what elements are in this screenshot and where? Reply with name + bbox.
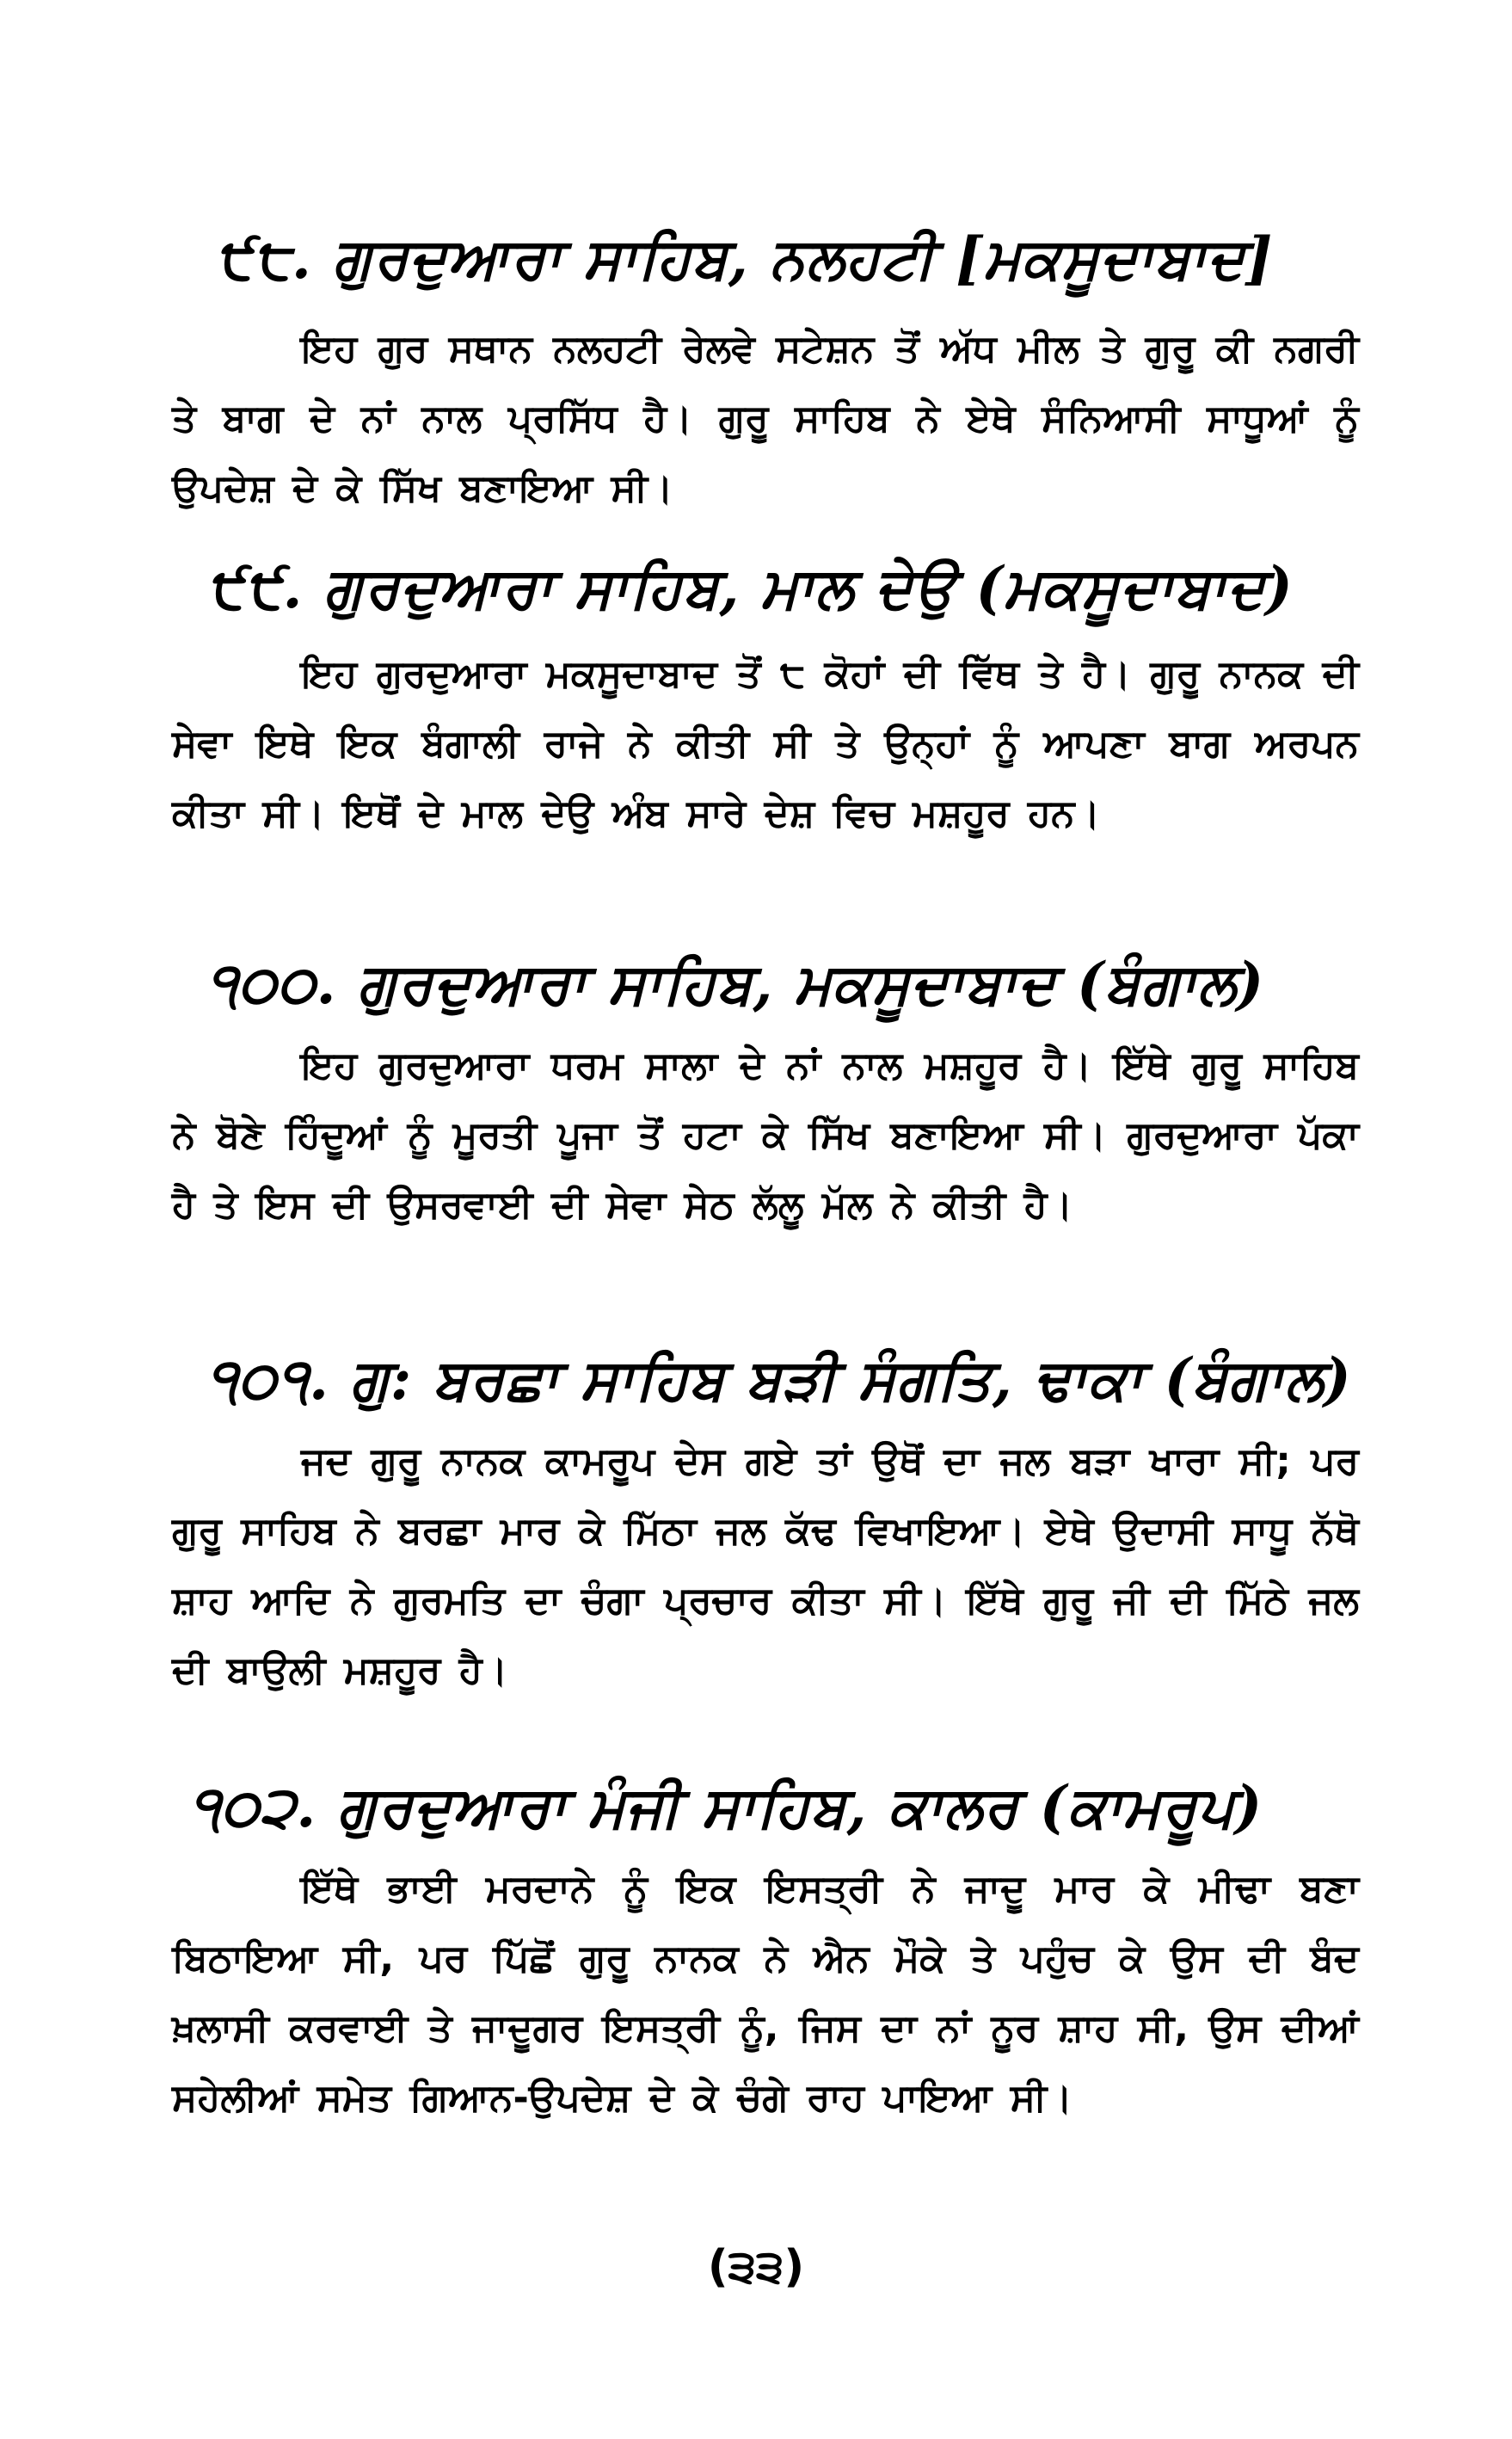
section-heading: ੯੯. ਗੁਰਦੁਆਰਾ ਸਾਹਿਬ, ਮਾਲ ਦੇਉ (ਮਕਸੂਦਾਬਾਦ) (206, 554, 1294, 621)
section-heading: ੧੦੧. ਗੁ: ਬਰਛਾ ਸਾਹਿਬ ਬੜੀ ਸੰਗਤਿ, ਢਾਕਾ (ਬੰਗਾਲ) (206, 1346, 1352, 1413)
section-body: ਜਦ ਗੁਰੂ ਨਾਨਕ ਕਾਮਰੂਪ ਦੇਸ ਗਏ ਤਾਂ ਉਥੋਂ ਦਾ ਜਲ ਬੜਾ ਖਾਰਾ ਸੀ; ਪਰ ਗੁਰੂ ਸਾਹਿਬ ਨੇ ਬਰਛਾ ਮਾਰ ਕੇ ਮਿੱਠਾ ਜਲ ਕੱਢ ਵਿਖਾਇਆ। ਏਥੇ ਉਦਾਸੀ ਸਾਧੂ ਨੱਥੋ ਸ਼ਾਹ ਆਦਿ ਨੇ ਗੁਰਮਤਿ ਦਾ ਚੰਗਾ ਪ੍ਰਚਾਰ ਕੀਤਾ ਸੀ। ਇੱਥੇ ਗੁਰੂ ਜੀ ਦੀ ਮਿੱਠੇ ਜਲ ਦੀ ਬਾਉਲੀ ਮਸ਼ਹੂਰ ਹੈ। (172, 1439, 1359, 1692)
section-102 (172, 1768, 1359, 2133)
page-number: (੩੩) (707, 2241, 805, 2293)
section-body: ਇਹ ਗੁਰਦੁਆਰਾ ਮਕਸੂਦਾਬਾਦ ਤੋਂ ੮ ਕੋਹਾਂ ਦੀ ਵਿੱਥ ਤੇ ਹੈ। ਗੁਰੂ ਨਾਨਕ ਦੀ ਸੇਵਾ ਇਥੇ ਇਕ ਬੰਗਾਲੀ ਰਾਜੇ ਨੇ ਕੀਤੀ ਸੀ ਤੇ ਉਨ੍ਹਾਂ ਨੂੰ ਆਪਣਾ ਬਾਗ ਅਰਪਨ ਕੀਤਾ ਸੀ। ਇਥੋਂ ਦੇ ਮਾਲ ਦੇਉ ਅੰਬ ਸਾਰੇ ਦੇਸ਼ ਵਿਚ ਮਸ਼ਹੂਰ ਹਨ। (172, 652, 1359, 835)
section-98 (172, 219, 1359, 523)
section-heading: ੯੮. ਗੁਰਦੁਆਰਾ ਸਾਹਿਬ, ਨਲਹਟੀ [ਮਕਸੂਦਾਬਾਦ] (215, 225, 1274, 292)
section-100 (172, 945, 1359, 1240)
section-heading: ੧੦੨. ਗੁਰਦੁਆਰਾ ਮੰਜੀ ਸਾਹਿਬ, ਕਾਲਰ (ਕਾਮਰੂਪ) (189, 1773, 1263, 1840)
section-body: ਇੱਥੇ ਭਾਈ ਮਰਦਾਨੇ ਨੂੰ ਇਕ ਇਸਤ੍ਰੀ ਨੇ ਜਾਦੂ ਮਾਰ ਕੇ ਮੀਢਾ ਬਣਾ ਬਿਠਾਇਆ ਸੀ, ਪਰ ਪਿੱਛੋਂ ਗੁਰੂ ਨਾਨਕ ਨੇ ਐਨ ਮੌਕੇ ਤੇ ਪਹੁੰਚ ਕੇ ਉਸ ਦੀ ਬੰਦ ਖ਼ਲਾਸੀ ਕਰਵਾਈ ਤੇ ਜਾਦੂਗਰ ਇਸਤ੍ਰੀ ਨੂੰ, ਜਿਸ ਦਾ ਨਾਂ ਨੂਰ ਸ਼ਾਹ ਸੀ, ਉਸ ਦੀਆਂ ਸਹੇਲੀਆਂ ਸਮੇਤ ਗਿਆਨ-ਉਪਦੇਸ਼ ਦੇ ਕੇ ਚੰਗੇ ਰਾਹ ਪਾਇਆ ਸੀ। (172, 1867, 1359, 2120)
section-heading: ੧੦੦. ਗੁਰਦੁਆਰਾ ਸਾਹਿਬ, ਮਕਸੂਦਾਬਾਦ (ਬੰਗਾਲ) (206, 950, 1265, 1017)
section-99 (172, 549, 1359, 848)
section-body: ਇਹ ਗੁਰ ਸਥਾਨ ਨਲਹਟੀ ਰੇਲਵੇ ਸਟੇਸ਼ਨ ਤੋਂ ਅੱਧ ਮੀਲ ਤੇ ਗੁਰੂ ਕੀ ਨਗਰੀ ਤੇ ਬਾਗ ਦੇ ਨਾਂ ਨਾਲ ਪ੍ਰਸਿੱਧ ਹੈ। ਗੁਰੂ ਸਾਹਿਬ ਨੇ ਏਥੇ ਸੰਨਿਆਸੀ ਸਾਧੂਆਂ ਨੂੰ ਉਪਦੇਸ਼ ਦੇ ਕੇ ਸਿੱਖ ਬਣਾਇਆ ਸੀ। (172, 327, 1359, 510)
section-body: ਇਹ ਗੁਰਦੁਆਰਾ ਧਰਮ ਸਾਲਾ ਦੇ ਨਾਂ ਨਾਲ ਮਸ਼ਹੂਰ ਹੈ। ਇੱਥੇ ਗੁਰੂ ਸਾਹਿਬ ਨੇ ਬੋਣੇ ਹਿੰਦੂਆਂ ਨੂੰ ਮੂਰਤੀ ਪੂਜਾ ਤੋਂ ਹਟਾ ਕੇ ਸਿੱਖ ਬਣਾਇਆ ਸੀ। ਗੁਰਦੁਆਰਾ ਪੱਕਾ ਹੈ ਤੇ ਇਸ ਦੀ ਉਸਰਵਾਈ ਦੀ ਸੇਵਾ ਸੇਠ ਲੱਲੂ ਮੱਲ ਨੇ ਕੀਤੀ ਹੈ। (172, 1044, 1359, 1227)
section-101 (172, 1340, 1359, 1705)
